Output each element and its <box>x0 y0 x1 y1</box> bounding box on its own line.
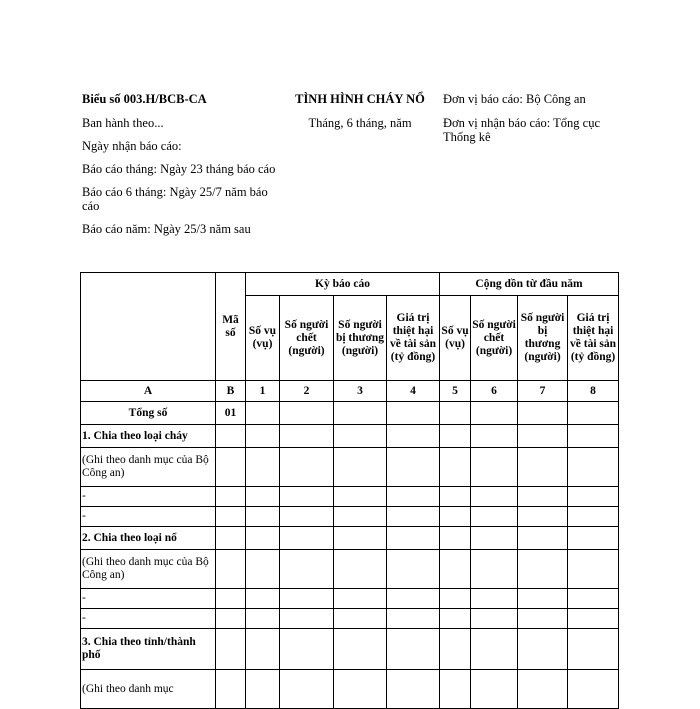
data-cell[interactable] <box>334 448 387 487</box>
data-cell[interactable] <box>387 609 440 629</box>
row-label: (Ghi theo danh mục <box>81 670 216 709</box>
row-label: (Ghi theo danh mục của Bộ Công an) <box>81 448 216 487</box>
row-label: 1. Chia theo loại cháy <box>81 425 216 448</box>
data-cell[interactable] <box>280 629 334 670</box>
data-cell[interactable] <box>280 402 334 425</box>
table-row-section-1 <box>81 425 619 448</box>
receiving-unit: Đơn vị nhận báo cáo: Tổng cục Thống kê <box>443 116 601 144</box>
data-cell[interactable] <box>334 402 387 425</box>
header-blank-cell <box>81 273 216 381</box>
data-cell[interactable] <box>246 629 280 670</box>
data-cell[interactable] <box>280 670 334 709</box>
data-cell[interactable] <box>471 629 518 670</box>
reporting-unit: Đơn vị báo cáo: Bộ Công an <box>443 92 586 106</box>
data-cell[interactable] <box>568 425 619 448</box>
data-cell[interactable] <box>246 448 280 487</box>
data-cell[interactable] <box>334 550 387 589</box>
data-cell[interactable] <box>518 402 568 425</box>
data-cell[interactable] <box>334 425 387 448</box>
data-cell[interactable] <box>568 629 619 670</box>
data-cell[interactable] <box>280 550 334 589</box>
data-cell[interactable] <box>518 550 568 589</box>
row-label: 3. Chia theo tỉnh/thành phố <box>81 629 216 670</box>
data-cell[interactable] <box>334 589 387 609</box>
data-cell[interactable] <box>246 527 280 550</box>
data-cell[interactable] <box>334 527 387 550</box>
column-index-row <box>81 381 619 402</box>
data-cell[interactable] <box>387 629 440 670</box>
data-cell[interactable] <box>440 550 471 589</box>
issued-by: Ban hành theo... <box>82 116 164 130</box>
annual-report-deadline: Báo cáo năm: Ngày 25/3 năm sau <box>82 222 251 236</box>
table-row-item <box>81 487 619 507</box>
data-cell[interactable] <box>246 507 280 527</box>
data-cell[interactable] <box>568 609 619 629</box>
row-label: (Ghi theo danh mục của Bộ Công an) <box>81 550 216 589</box>
cumulative-group-header: Cộng dồn từ đầu năm <box>440 273 619 296</box>
header-left-block <box>82 92 277 245</box>
data-cell[interactable] <box>568 487 619 507</box>
form-code: Biểu số 003.H/BCB-CA <box>82 92 207 106</box>
col-damage-cum-header: Giá trị thiệt hại về tài sản (tỷ đồng) <box>568 296 619 381</box>
data-cell[interactable] <box>518 487 568 507</box>
data-cell[interactable] <box>471 402 518 425</box>
monthly-report-deadline: Báo cáo tháng: Ngày 23 tháng báo cáo <box>82 162 276 176</box>
data-cell[interactable] <box>518 629 568 670</box>
table-row-item <box>81 589 619 609</box>
data-cell[interactable] <box>471 527 518 550</box>
table-row-item <box>81 507 619 527</box>
data-cell[interactable] <box>246 589 280 609</box>
data-cell[interactable] <box>568 670 619 709</box>
code-cell <box>216 629 246 670</box>
data-cell[interactable] <box>568 402 619 425</box>
data-cell[interactable] <box>387 507 440 527</box>
data-cell[interactable] <box>246 487 280 507</box>
data-cell[interactable] <box>334 629 387 670</box>
data-cell[interactable] <box>280 589 334 609</box>
row-label: Tổng số <box>81 402 216 425</box>
period-group-header: Kỳ báo cáo <box>246 273 440 296</box>
code-cell <box>216 487 246 507</box>
code-cell <box>216 589 246 609</box>
data-cell[interactable] <box>518 609 568 629</box>
data-cell[interactable] <box>440 507 471 527</box>
index-cell: 5 <box>440 381 471 402</box>
code-cell <box>216 527 246 550</box>
data-cell[interactable] <box>440 589 471 609</box>
received-date: Ngày nhận báo cáo: <box>82 139 182 153</box>
index-cell: 1 <box>246 381 280 402</box>
data-cell[interactable] <box>280 609 334 629</box>
data-cell[interactable] <box>440 629 471 670</box>
code-cell <box>216 507 246 527</box>
data-cell[interactable] <box>334 670 387 709</box>
data-cell[interactable] <box>280 487 334 507</box>
table-row-note-1 <box>81 448 619 487</box>
data-cell[interactable] <box>387 670 440 709</box>
col-injured-header: Số người bị thương (người) <box>334 296 387 381</box>
data-cell[interactable] <box>246 550 280 589</box>
data-cell[interactable] <box>387 550 440 589</box>
data-cell[interactable] <box>471 589 518 609</box>
index-cell: 7 <box>518 381 568 402</box>
index-cell: 8 <box>568 381 619 402</box>
data-cell[interactable] <box>440 448 471 487</box>
col-cases-cum-header: Số vụ (vụ) <box>440 296 471 381</box>
data-cell[interactable] <box>387 448 440 487</box>
row-label: - <box>81 507 216 527</box>
index-cell: 3 <box>334 381 387 402</box>
data-cell[interactable] <box>471 670 518 709</box>
index-cell: 4 <box>387 381 440 402</box>
data-cell[interactable] <box>568 527 619 550</box>
data-cell[interactable] <box>387 527 440 550</box>
code-cell <box>216 425 246 448</box>
data-cell[interactable] <box>518 448 568 487</box>
data-cell[interactable] <box>440 609 471 629</box>
row-label: - <box>81 487 216 507</box>
report-period: Tháng, 6 tháng, năm <box>308 116 412 130</box>
data-cell[interactable] <box>440 527 471 550</box>
data-cell[interactable] <box>280 448 334 487</box>
table-row-note-2 <box>81 550 619 589</box>
row-label: - <box>81 609 216 629</box>
col-deaths-header: Số người chết (người) <box>280 296 334 381</box>
data-cell[interactable] <box>280 425 334 448</box>
data-cell[interactable] <box>518 670 568 709</box>
data-cell[interactable] <box>280 507 334 527</box>
data-cell[interactable] <box>246 425 280 448</box>
data-cell[interactable] <box>518 589 568 609</box>
code-cell <box>216 550 246 589</box>
data-cell[interactable] <box>471 425 518 448</box>
data-cell[interactable] <box>440 425 471 448</box>
data-cell[interactable] <box>518 425 568 448</box>
header-title-block <box>285 92 435 130</box>
data-cell[interactable] <box>334 609 387 629</box>
data-cell[interactable] <box>471 609 518 629</box>
data-cell[interactable] <box>387 487 440 507</box>
data-cell[interactable] <box>471 507 518 527</box>
header-right-block <box>443 92 623 154</box>
data-cell[interactable] <box>471 448 518 487</box>
table-row-total <box>81 402 619 425</box>
six-month-report-deadline: Báo cáo 6 tháng: Ngày 25/7 năm báo cáo <box>82 185 268 213</box>
row-code: 01 <box>216 402 246 425</box>
data-cell[interactable] <box>568 550 619 589</box>
index-cell: A <box>81 381 216 402</box>
data-cell[interactable] <box>334 487 387 507</box>
data-cell[interactable] <box>280 527 334 550</box>
table-row-section-3 <box>81 629 619 670</box>
code-column-header: Mã số <box>216 273 246 381</box>
data-cell[interactable] <box>246 402 280 425</box>
data-cell[interactable] <box>471 550 518 589</box>
data-cell[interactable] <box>568 507 619 527</box>
code-cell <box>216 448 246 487</box>
data-cell[interactable] <box>568 589 619 609</box>
code-cell <box>216 670 246 709</box>
data-cell[interactable] <box>471 487 518 507</box>
data-cell[interactable] <box>387 589 440 609</box>
table-row-section-2 <box>81 527 619 550</box>
col-cases-header: Số vụ (vụ) <box>246 296 280 381</box>
data-cell[interactable] <box>334 507 387 527</box>
col-injured-cum-header: Số người bị thương (người) <box>518 296 568 381</box>
table-row-item <box>81 609 619 629</box>
data-cell[interactable] <box>246 609 280 629</box>
col-deaths-cum-header: Số người chết (người) <box>471 296 518 381</box>
code-cell <box>216 609 246 629</box>
report-title: TÌNH HÌNH CHÁY NỔ <box>295 92 425 106</box>
data-cell[interactable] <box>440 670 471 709</box>
index-cell: 6 <box>471 381 518 402</box>
data-cell[interactable] <box>440 487 471 507</box>
data-cell[interactable] <box>440 402 471 425</box>
row-label: 2. Chia theo loại nổ <box>81 527 216 550</box>
table-header-row <box>81 273 619 296</box>
fire-explosion-table <box>80 272 619 709</box>
data-cell[interactable] <box>387 425 440 448</box>
data-cell[interactable] <box>387 402 440 425</box>
index-cell: B <box>216 381 246 402</box>
row-label: - <box>81 589 216 609</box>
table-row-note-3 <box>81 670 619 709</box>
data-cell[interactable] <box>518 507 568 527</box>
data-cell[interactable] <box>568 448 619 487</box>
col-damage-header: Giá trị thiệt hại về tài sản (tỷ đồng) <box>387 296 440 381</box>
data-cell[interactable] <box>246 670 280 709</box>
data-cell[interactable] <box>518 527 568 550</box>
index-cell: 2 <box>280 381 334 402</box>
